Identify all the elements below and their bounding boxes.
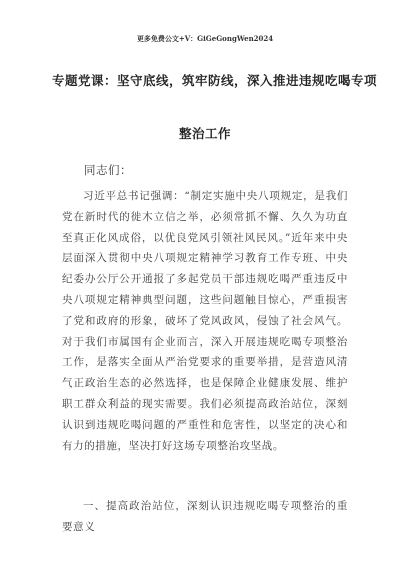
- body-paragraph-1: 习近平总书记强调：“制定实施中央八项规定，是我们党在新时代的徙木立信之举，必须常抓不懈、久久为功直至真正化风成俗，以优良党风引领社风民风。”近年来中央层面深入贯彻中央八项规定精神学习教育工作专班、中央纪委办公厅公开通报了多起党员干部违规吃喝严重违反中央八项规定精神典型问题，这些问题触目惊心，严重损害了党和政府的形象，破坏了党风政风，侵蚀了社会风气。对于我们市属国有企业而言，深入开展违规吃喝专项整治工作，是落实全面从严治党要求的重要举措，是营造风清气正政治生态的必然选择，也是保障企业健康发展、维护职工群众利益的现实需要。我们必须提高政治站位，深刻认识到违规吃喝问题的严重性和危害性，以坚定的决心和有力的措施，坚决打好这场专项整治攻坚战。: [62, 190, 348, 452]
- document-title-line-1: 专题党课：坚守底线，筑牢防线，深入推进违规吃喝专项: [52, 73, 378, 88]
- document-title-line-2: 整治工作: [178, 126, 231, 141]
- header-watermark: 更多免费公文+V：GiGeGongWen2024: [136, 34, 274, 43]
- section-heading-1: 一、提高政治站位，深刻认识违规吃喝专项整治的重要意义: [62, 500, 348, 533]
- greeting: 同志们：: [84, 163, 132, 177]
